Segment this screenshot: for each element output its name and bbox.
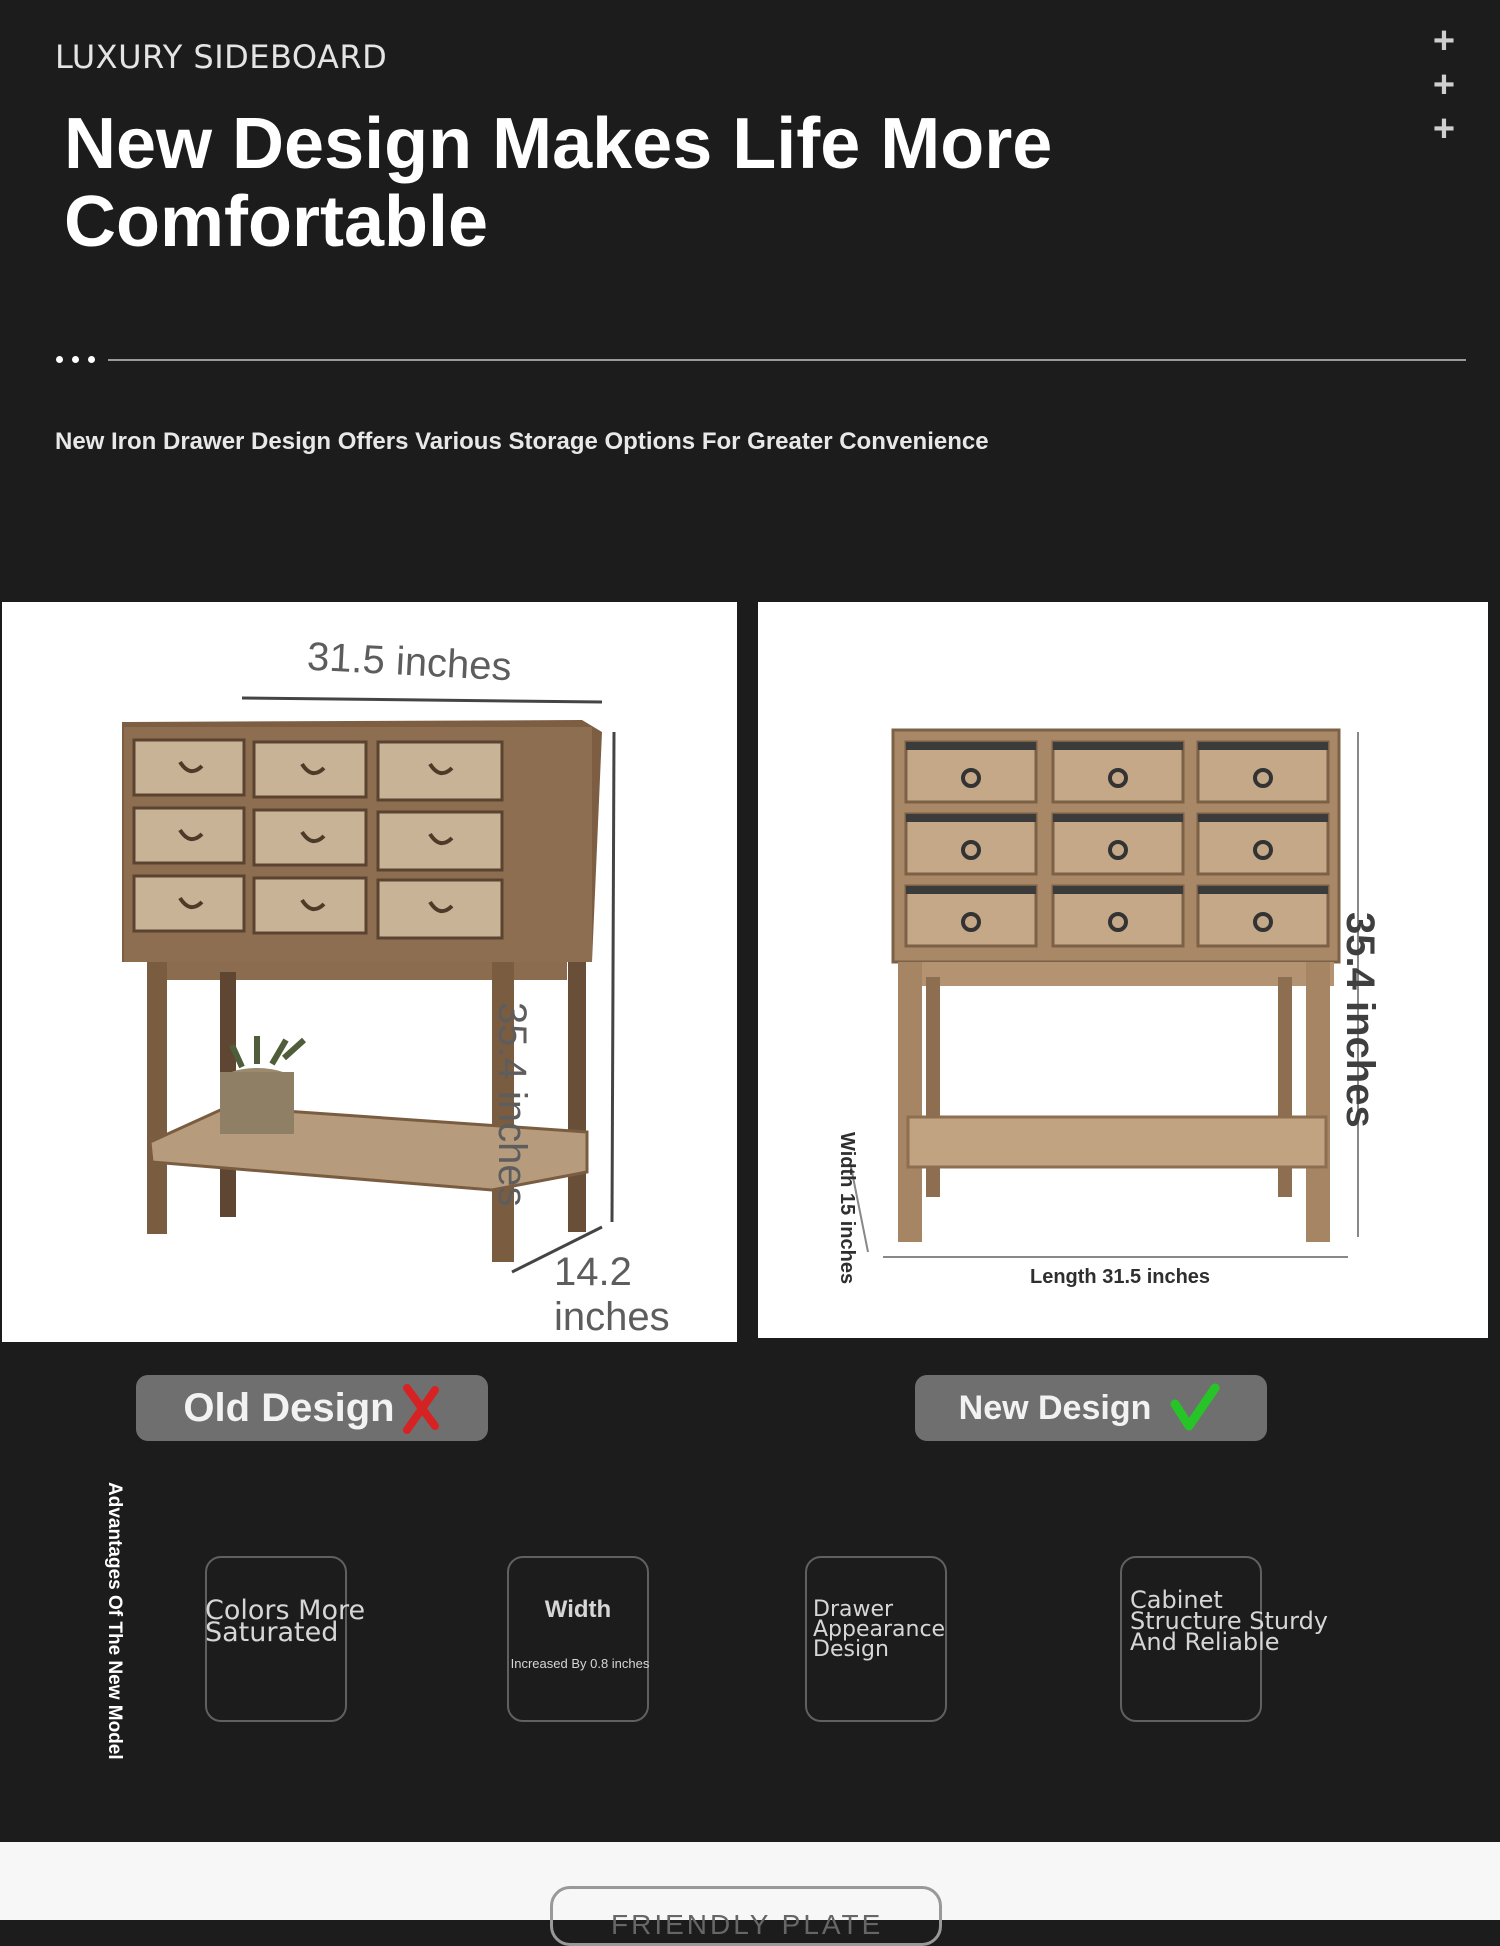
feature-title: Width (544, 1596, 612, 1623)
feature-subtitle: Increased By 0.8 inches (510, 1656, 650, 1671)
plus-icon-stack (1426, 22, 1462, 148)
cross-mark-icon (401, 1380, 441, 1436)
old-sideboard-illustration (2, 602, 737, 1342)
old-height-dimension: 35.4 inches (490, 1002, 534, 1207)
friendly-plate-label: FRIENDLY PLATE (611, 1909, 884, 1940)
old-depth-dimension: 14.2 inches (554, 1250, 670, 1339)
old-design-photo (2, 602, 737, 1342)
feature-card-drawer-design (805, 1556, 947, 1722)
subheadline: New Iron Drawer Design Offers Various Storage Options For Greater Convenience (55, 428, 989, 455)
feature-card-cabinet-structure (1120, 1556, 1329, 1722)
plus-icon[interactable]: + (1432, 20, 1456, 62)
divider-dot (88, 356, 95, 363)
old-design-label (136, 1375, 488, 1441)
divider-dot (56, 356, 63, 363)
headline-line-2: Comfortable (64, 182, 489, 262)
divider-dot (72, 356, 79, 363)
feature-text: Cabinet Structure Sturdy And Reliable (1130, 1586, 1329, 1656)
new-height-dimension: 35.4 inches (1338, 912, 1382, 1128)
check-mark-icon (1167, 1380, 1223, 1436)
old-width-dimension: 31.5 inches (306, 634, 513, 690)
advantages-caption: Advantages Of The New Model (104, 1482, 125, 1760)
feature-card-width (507, 1556, 649, 1722)
old-design-label-text: Old Design (183, 1385, 395, 1430)
new-design-label (915, 1375, 1267, 1441)
section-divider (56, 356, 1466, 364)
page-headline (64, 105, 1164, 261)
new-design-photo (758, 602, 1488, 1338)
friendly-plate-pill (550, 1886, 942, 1946)
plus-icon[interactable]: + (1432, 64, 1456, 106)
headline-line-1: New Design Makes Life More (64, 104, 1053, 184)
plus-icon[interactable]: + (1432, 108, 1456, 150)
divider-line (108, 359, 1466, 361)
new-length-dimension: Length 31.5 inches (1030, 1266, 1211, 1288)
feature-text: Colors More Saturated (205, 1595, 366, 1648)
feature-text: Drawer Appearance Design (813, 1597, 946, 1662)
new-design-label-text: New Design (958, 1388, 1152, 1427)
brand-title: LUXURY SIDEBOARD (55, 38, 388, 76)
feature-card-colors (205, 1556, 366, 1722)
new-width-dimension: Width 15 inches (836, 1132, 858, 1285)
